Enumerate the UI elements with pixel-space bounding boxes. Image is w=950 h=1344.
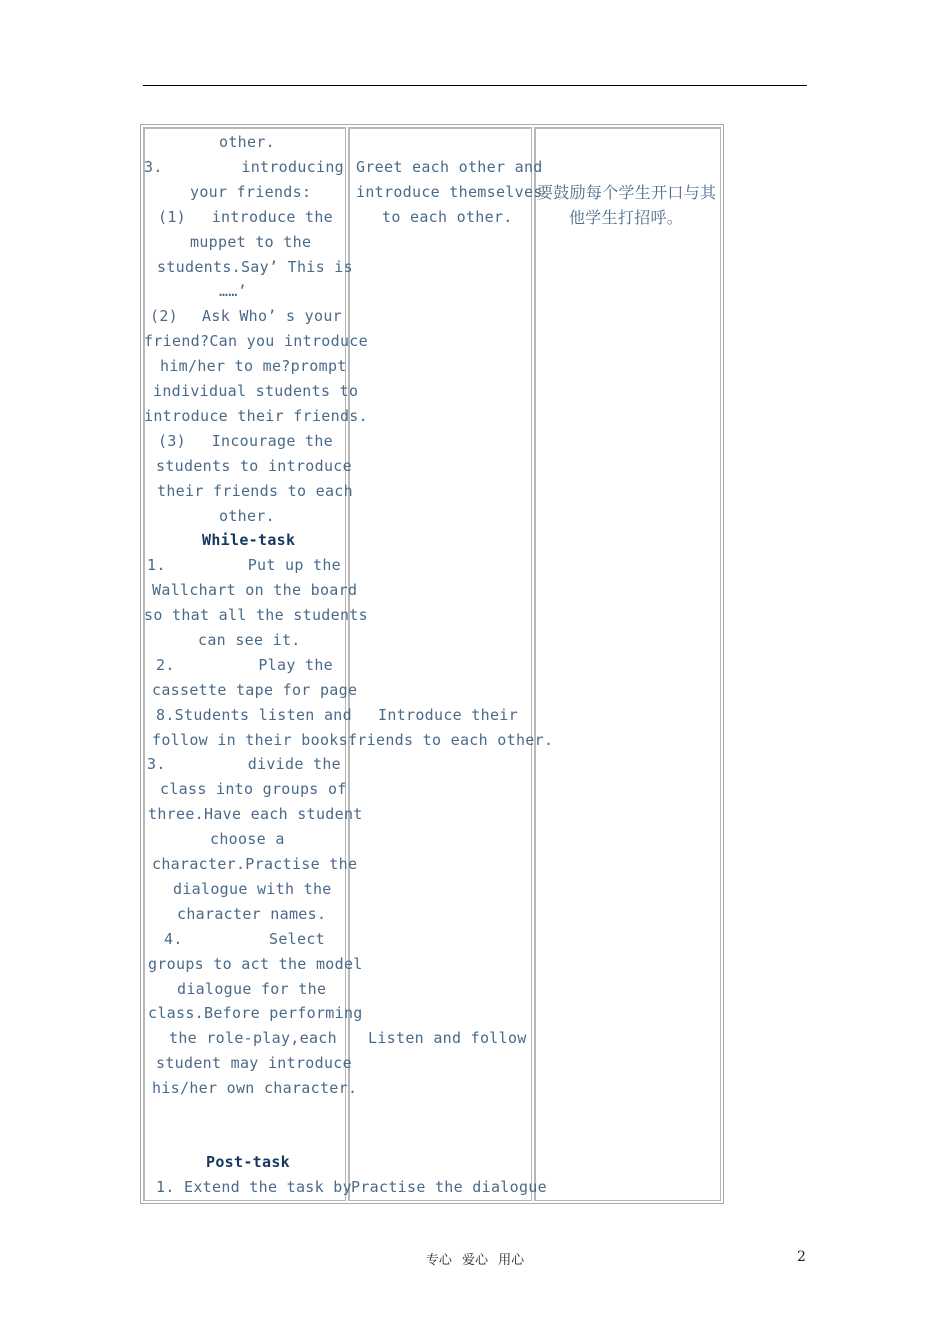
text-line: the role-play,each [169, 1029, 337, 1047]
text-line: introduce themselves [356, 183, 543, 201]
section-heading-while-task: While-task [202, 531, 296, 549]
text-line: dialogue with the [173, 880, 332, 898]
text-line: friends to each other. [348, 731, 554, 749]
text-line: follow in their books. [152, 731, 358, 749]
text-line: class.Before performing [148, 1004, 363, 1022]
text-line: 3. introducing [144, 158, 344, 176]
notes-column [534, 127, 721, 1201]
text-line: 4. Select [164, 930, 325, 948]
text-line: cassette tape for page [152, 681, 358, 699]
text-line: 1. Put up the [147, 556, 341, 574]
footer-motto: 专心 爱心 用心 [425, 1253, 525, 1268]
text-line: individual students to [153, 382, 359, 400]
text-line: (1) introduce the [158, 208, 333, 226]
text-line: introduce their friends. [144, 407, 368, 425]
text-line: 2. Play the [156, 656, 333, 674]
text-line: groups to act the model [148, 955, 363, 973]
text-line: 8.Students listen and [156, 706, 352, 724]
text-line: 1. Extend the task by [156, 1178, 352, 1196]
text-line: your friends: [190, 183, 312, 201]
text-line: 他学生打招呼。 [569, 208, 684, 227]
text-line: muppet to the [190, 233, 312, 251]
text-line: (2) Ask Who’ s your [150, 307, 342, 325]
text-line: character.Practise the [152, 855, 358, 873]
text-line: Practise the dialogue [351, 1178, 547, 1196]
text-line: choose a [210, 830, 285, 848]
text-line: (3) Incourage the [158, 432, 333, 450]
text-line: students to introduce [156, 457, 352, 475]
text-line: students.Say’ This is [157, 258, 353, 276]
page-number: 2 [797, 1249, 806, 1265]
section-heading-post-task: Post-task [206, 1153, 290, 1171]
text-line: Listen and follow [368, 1029, 527, 1047]
text-line: him/her to me?prompt [160, 357, 347, 375]
text-line: can see it. [198, 631, 301, 649]
text-line: class into groups of [160, 780, 347, 798]
text-line: Introduce their [378, 706, 518, 724]
text-line: dialogue for the [177, 980, 327, 998]
text-line: other. [219, 133, 275, 151]
text-line: three.Have each student [148, 805, 363, 823]
text-line: ……’ [219, 282, 247, 300]
text-line: student may introduce [156, 1054, 352, 1072]
text-line: friend?Can you introduce [144, 332, 368, 350]
text-line: so that all the students [144, 606, 368, 624]
text-line: his/her own character. [152, 1079, 358, 1097]
header-rule [143, 85, 807, 86]
text-line: their friends to each [157, 482, 353, 500]
text-line: 3. divide the [147, 755, 341, 773]
text-line: character names. [177, 905, 327, 923]
text-line: 要鼓励每个学生开口与其 [537, 183, 717, 202]
text-line: to each other. [382, 208, 513, 226]
text-line: Wallchart on the board [152, 581, 358, 599]
text-line: other. [219, 507, 275, 525]
text-line: Greet each other and [356, 158, 543, 176]
